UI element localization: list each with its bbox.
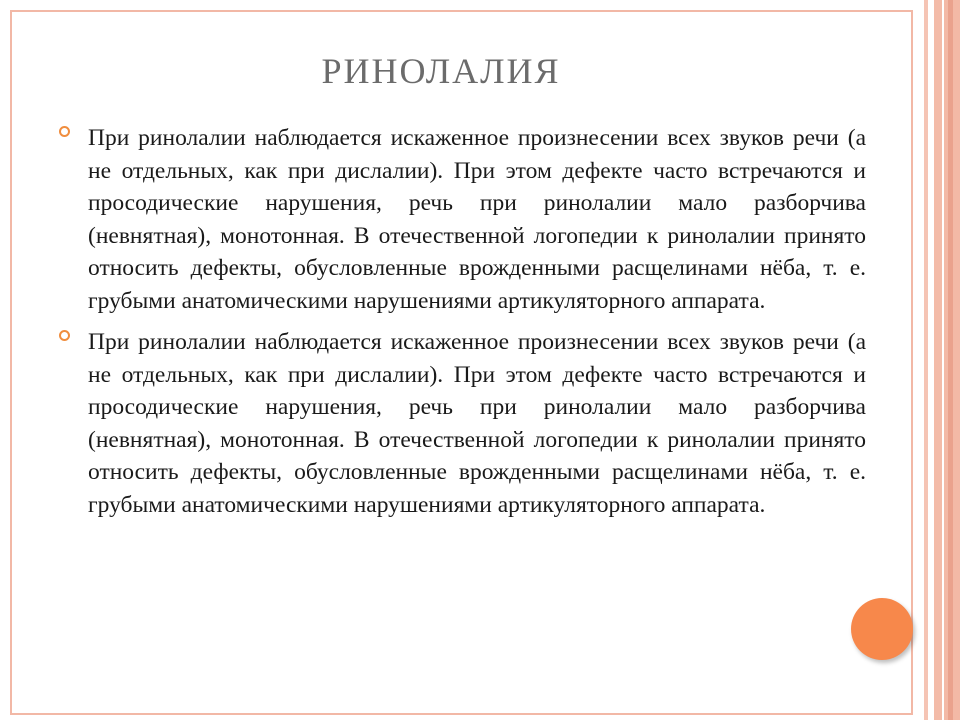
decorative-stripes: [918, 0, 960, 720]
ring-bullet-icon: [59, 126, 70, 137]
decorative-stripe-dark: [948, 0, 953, 720]
bullet-item: [58, 326, 866, 521]
ring-bullet-icon: [59, 330, 70, 341]
bullet-text: При ринолалии наблюдается искаженное произнесении всех звуков речи (а не отдельных, как при дислалии). При этом дефекте часто встречаются и просодические нарушения, речь при ринолалии мало разборчива (невнятная), монотонная. В отечественной логопедии к ринолалии принято относить дефекты, обусловленные врожденными расщелинами нёба, т. е. грубыми анатомическими нарушениями артикуляторного аппарата.: [88, 125, 866, 314]
slide-content: [58, 122, 866, 530]
bullet-text: При ринолалии наблюдается искаженное произнесении всех звуков речи (а не отдельных, как при дислалии). При этом дефекте часто встречаются и просодические нарушения, речь при ринолалии мало разборчива (невнятная), монотонная. В отечественной логопедии к ринолалии принято относить дефекты, обусловленные врожденными расщелинами нёба, т. е. грубыми анатомическими нарушениями артикуляторного аппарата.: [88, 329, 866, 518]
decorative-circle: [851, 598, 913, 660]
slide-title: РИНОЛАЛИЯ: [321, 51, 561, 91]
bullet-item: [58, 122, 866, 317]
